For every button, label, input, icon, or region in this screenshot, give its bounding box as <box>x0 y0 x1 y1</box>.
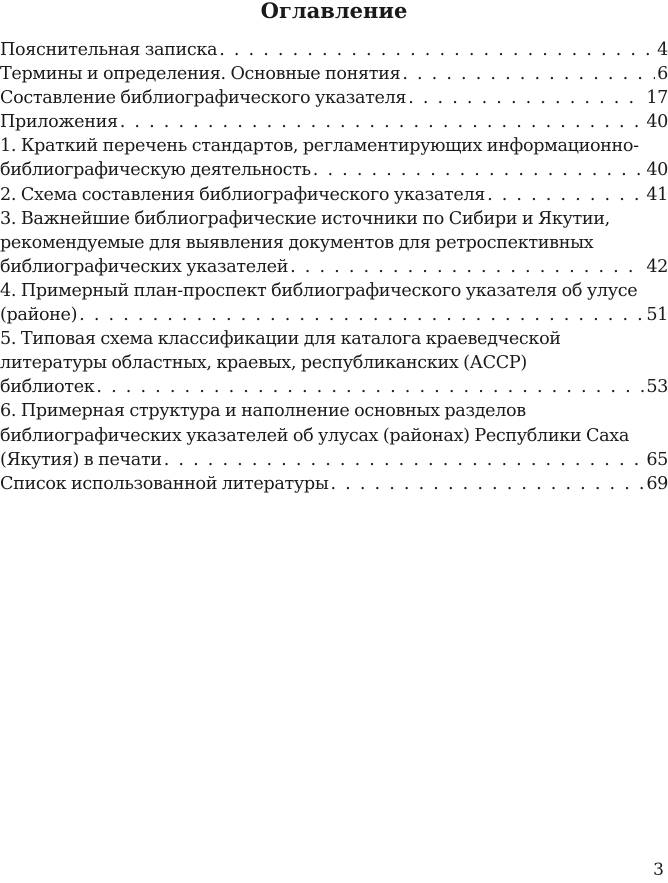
toc-entry[interactable] <box>0 183 668 207</box>
toc-entry-line: 5. Типовая схема классификации для каталога краеведческой <box>0 329 561 350</box>
toc-entry-line: 6. Примерная структура и наполнение основных разделов <box>0 401 526 422</box>
dot-leader <box>120 110 645 134</box>
dot-leader <box>487 183 644 207</box>
toc-entry[interactable] <box>0 399 668 471</box>
toc-entry-title: Термины и определения. Основные понятия <box>0 64 401 85</box>
toc-entry-last-line <box>0 158 668 182</box>
toc-entry-page: 51 <box>646 305 668 326</box>
toc-entry-title: Пояснительная записка <box>0 40 218 60</box>
toc-entry-title: (Якутия) в печати <box>0 449 162 470</box>
toc-entry[interactable] <box>0 110 668 134</box>
toc-entry-last-line <box>0 472 668 496</box>
toc-entry-last-line <box>0 62 668 86</box>
page-title: Оглавление <box>260 0 408 23</box>
toc-entry-page: 40 <box>646 112 668 133</box>
toc-entry-last-line <box>0 110 668 134</box>
toc-entry[interactable] <box>0 279 668 327</box>
dot-leader <box>402 62 655 86</box>
dot-leader <box>219 38 655 62</box>
dot-leader <box>331 472 645 496</box>
toc-entry-page: 42 <box>646 256 668 277</box>
toc-entry-page: 69 <box>646 473 668 494</box>
toc-entry[interactable] <box>0 38 668 62</box>
toc-entry-last-line <box>0 448 668 472</box>
toc-entry-title: библиографических указателей <box>0 256 289 277</box>
toc-entry-line: библиографических указателей об улусах (районах) Республики Саха <box>0 425 629 446</box>
toc-entry-title: 2. Схема составления библиографического указателя <box>0 184 486 205</box>
toc-entry-page: 41 <box>646 184 668 205</box>
dot-leader <box>408 86 644 110</box>
toc-entry-last-line <box>0 183 668 207</box>
dot-leader <box>313 158 645 182</box>
toc-entry[interactable] <box>0 134 668 182</box>
toc-entry-line: 1. Краткий перечень стандартов, регламентирующих информационно- <box>0 136 639 157</box>
toc-entry[interactable] <box>0 86 668 110</box>
toc-entry[interactable] <box>0 207 668 279</box>
toc-entry-last-line <box>0 303 668 327</box>
dot-leader <box>290 255 644 279</box>
toc-entry-line: литературы областных, краевых, республиканских (АССР) <box>0 353 527 374</box>
toc-entry[interactable] <box>0 62 668 86</box>
table-of-contents <box>0 38 668 496</box>
toc-entry-line: 4. Примерный план-проспект библиографического указателя об улусе <box>0 280 638 301</box>
toc-entry-line: рекомендуемые для выявления документов для ретроспективных <box>0 232 594 253</box>
toc-entry-last-line <box>0 86 668 110</box>
dot-leader <box>96 375 644 399</box>
toc-entry-page: 40 <box>646 160 668 181</box>
toc-entry[interactable] <box>0 327 668 399</box>
toc-entry-page: 6 <box>657 64 668 85</box>
toc-entry-page: 53 <box>646 377 668 398</box>
toc-entry-page: 17 <box>646 88 668 109</box>
toc-entry-page: 65 <box>646 449 668 470</box>
toc-entry-title: библиотек <box>0 377 95 398</box>
dot-leader <box>79 303 644 327</box>
page-number: 3 <box>653 860 664 880</box>
toc-entry[interactable] <box>0 472 668 496</box>
dot-leader <box>164 448 645 472</box>
toc-entry-title: Список использованной литературы <box>0 473 329 494</box>
toc-entry-last-line <box>0 255 668 279</box>
toc-entry-title: Составление библиографического указателя <box>0 88 407 109</box>
toc-entry-title: библиографическую деятельность <box>0 160 311 181</box>
toc-entry-page: 4 <box>657 40 668 60</box>
toc-entry-title: (районе) <box>0 305 78 326</box>
toc-entry-last-line <box>0 38 668 62</box>
toc-entry-title: Приложения <box>0 112 118 133</box>
toc-entry-line: 3. Важнейшие библиографические источники по Сибири и Якутии, <box>0 208 610 229</box>
toc-entry-last-line <box>0 375 668 399</box>
